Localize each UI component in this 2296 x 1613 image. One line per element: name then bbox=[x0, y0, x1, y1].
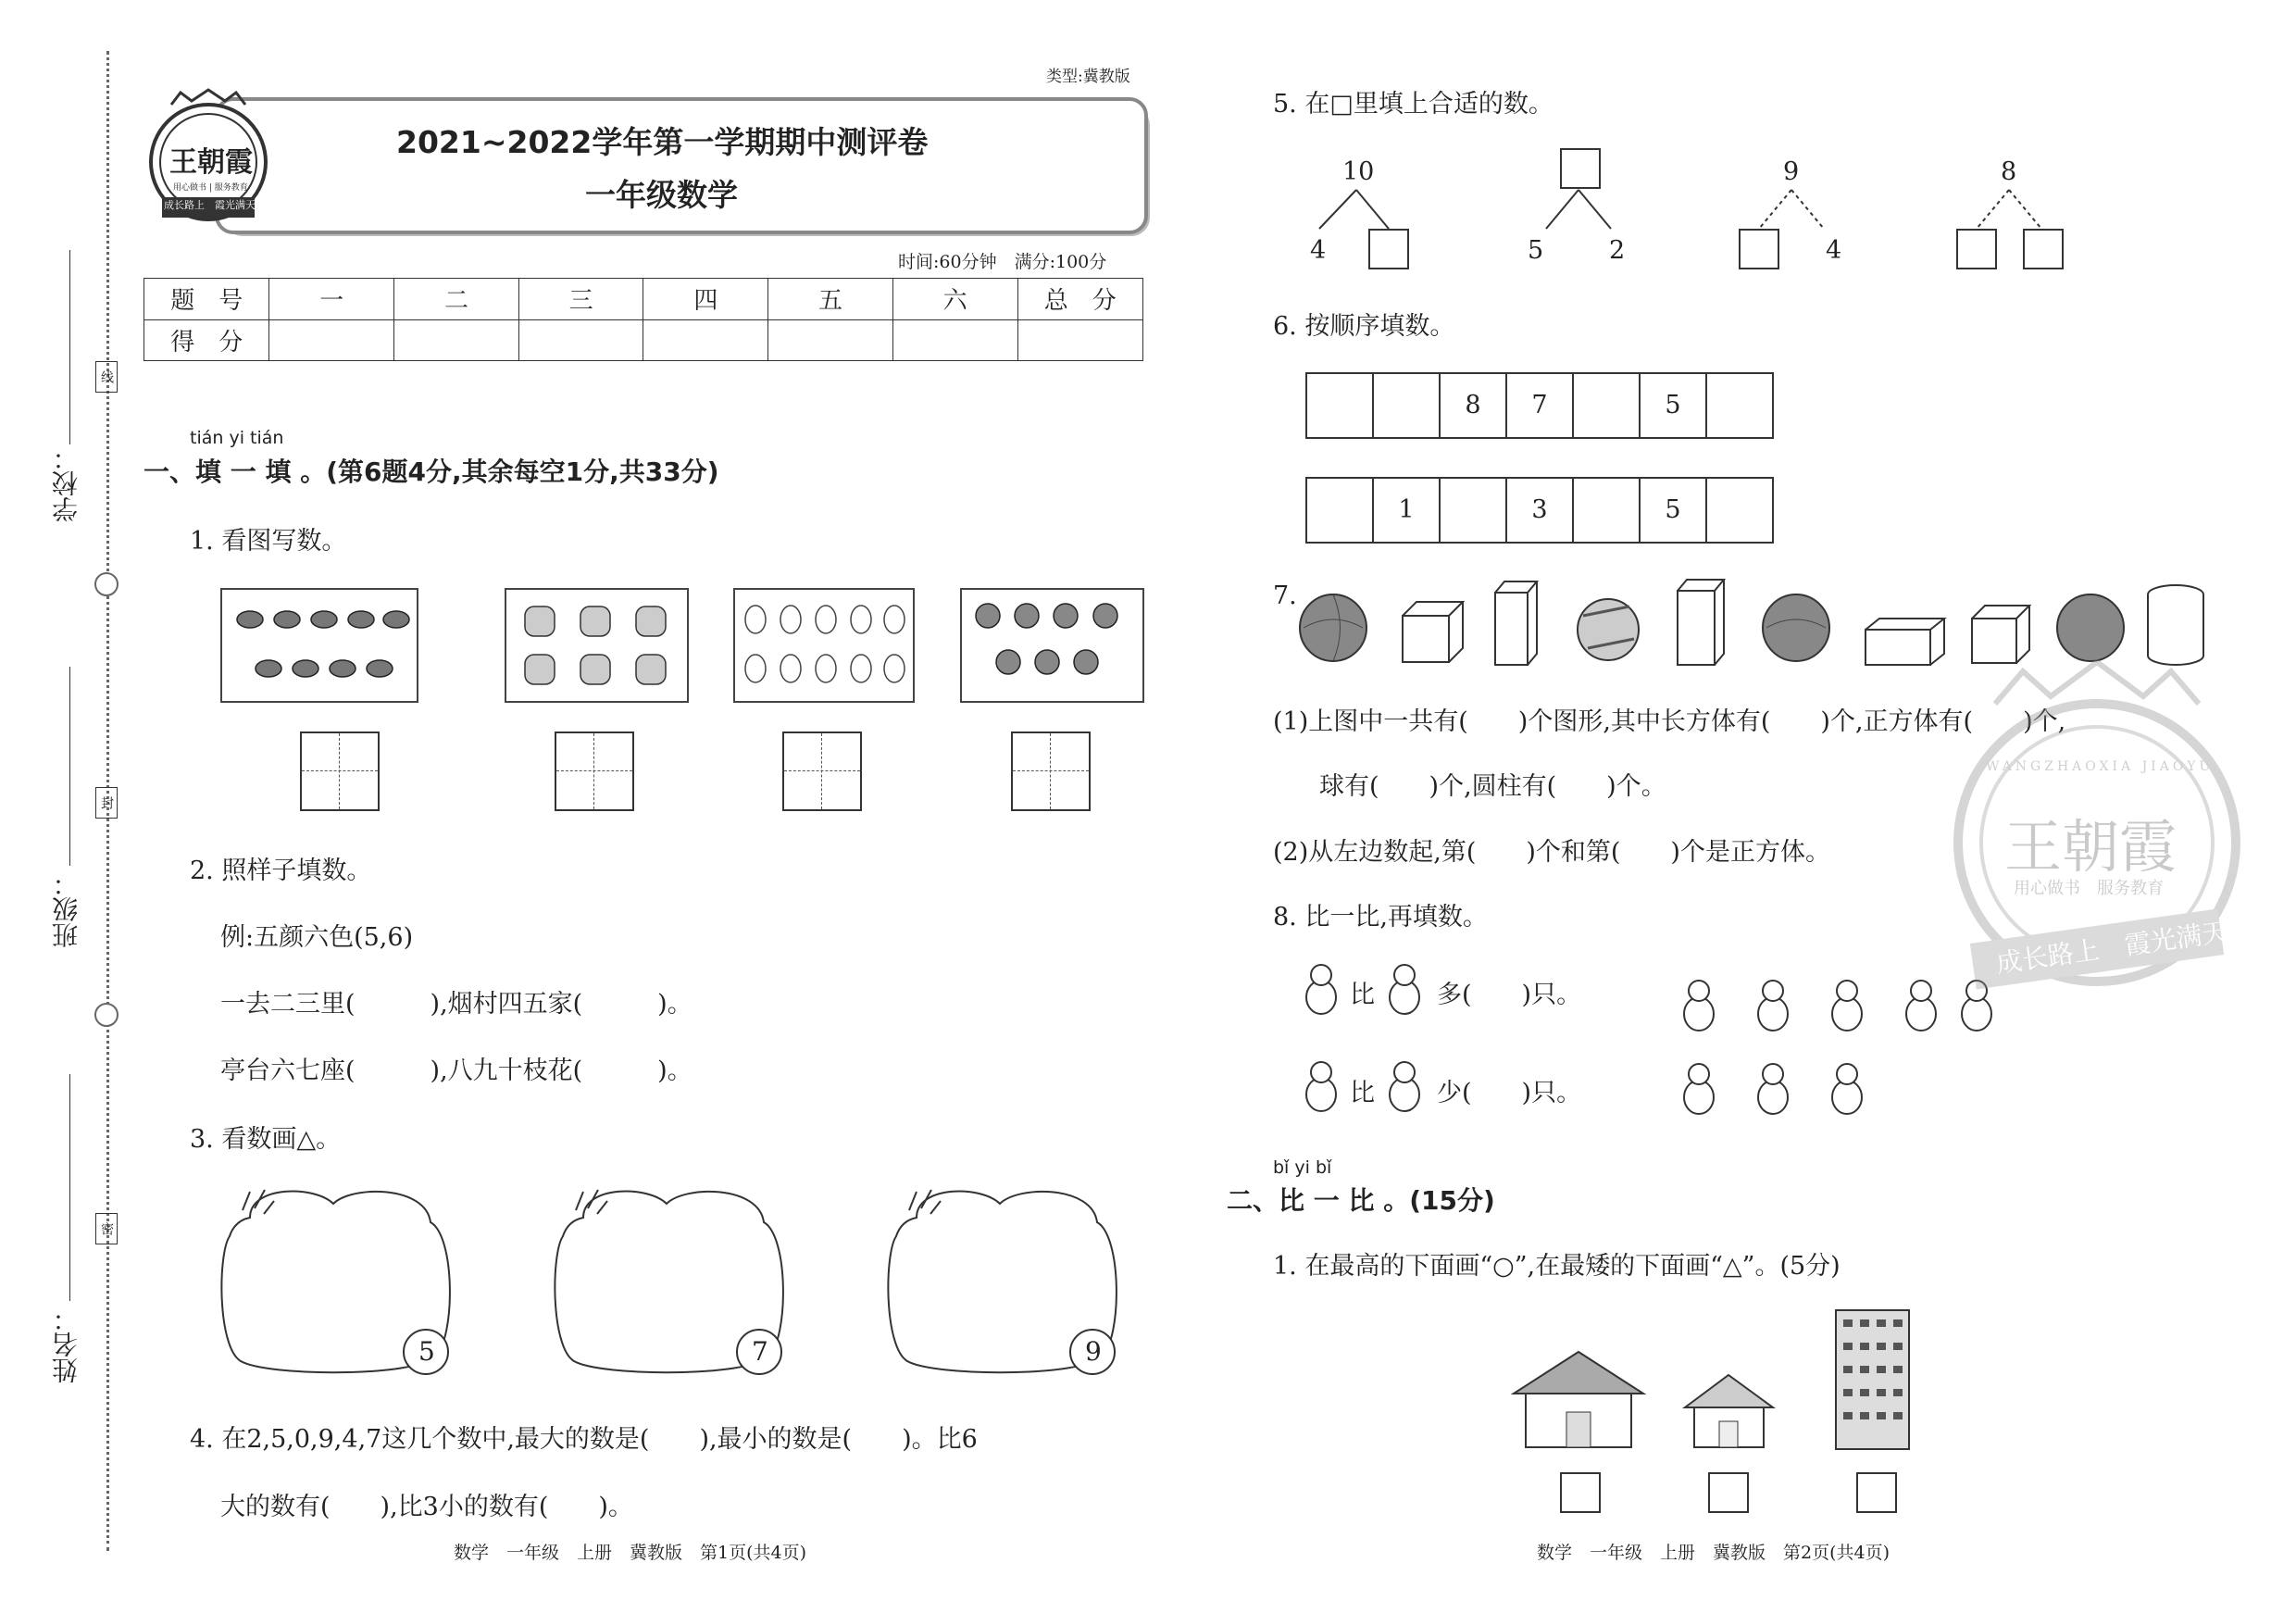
binding-ornament-1 bbox=[94, 572, 119, 596]
building-house-wide bbox=[1509, 1347, 1648, 1449]
score-cell[interactable] bbox=[768, 319, 893, 361]
answer-grid-3[interactable] bbox=[782, 731, 862, 811]
answer-box-house-wide[interactable] bbox=[1560, 1472, 1601, 1513]
cuboid-tall-2 bbox=[1678, 580, 1724, 665]
score-header-cell: 题 号 bbox=[144, 279, 269, 320]
score-cell[interactable] bbox=[518, 319, 643, 361]
section2-pinyin: bǐ yi bǐ bbox=[1273, 1157, 1332, 1178]
chick-icon bbox=[1301, 958, 1342, 1023]
cuboid-flat bbox=[1866, 619, 1944, 665]
name-blank[interactable] bbox=[69, 1074, 70, 1301]
score-header-cell: 六 bbox=[892, 279, 1017, 320]
picture-pears bbox=[733, 588, 915, 703]
binding-mark-feng: 封 bbox=[95, 787, 118, 819]
cloud-number-1: 5 bbox=[418, 1336, 435, 1367]
q8-text: 8. 比一比,再填数。 bbox=[1273, 903, 1488, 932]
seq-cell: 3 bbox=[1507, 479, 1574, 542]
watermark-arc: WANGZHAOXIA JIAOYU bbox=[1986, 759, 2215, 774]
exam-subtitle: 一年级数学 bbox=[585, 177, 738, 213]
class-label: 班级： bbox=[51, 870, 81, 948]
q8-more[interactable]: 多( )只。 bbox=[1437, 981, 1582, 1009]
number-tree-4 bbox=[1940, 153, 2078, 278]
score-header-cell: 五 bbox=[768, 279, 893, 320]
q1-text: 1. 看图写数。 bbox=[190, 527, 347, 556]
exam-title: 2021~2022学年第一学期期中测评卷 bbox=[396, 124, 929, 160]
cloud-area-3[interactable] bbox=[880, 1181, 1129, 1380]
watermark-logo bbox=[1940, 648, 2254, 1019]
section2-heading: 二、比 一 比 。(15分) bbox=[1227, 1185, 1495, 1216]
tree3-right: 4 bbox=[1826, 236, 1842, 265]
s2-q1-text: 1. 在最高的下面画“○”,在最矮的下面画“△”。(5分) bbox=[1273, 1252, 1841, 1281]
watermark-name: 王朝霞 bbox=[2004, 813, 2177, 881]
school-blank[interactable] bbox=[69, 250, 70, 444]
score-cell[interactable] bbox=[269, 319, 394, 361]
cuboid-tall-1 bbox=[1495, 581, 1537, 665]
score-table bbox=[144, 278, 1143, 361]
watermark-ribbon: 成长路上 霞光满天 bbox=[1994, 916, 2230, 980]
q7-line2[interactable]: 球有( )个,圆柱有( )个。 bbox=[1319, 772, 1666, 801]
answer-box-tower[interactable] bbox=[1856, 1472, 1897, 1513]
number-tree-3 bbox=[1722, 153, 1861, 278]
q8-less[interactable]: 少( )只。 bbox=[1437, 1079, 1582, 1107]
picture-fish bbox=[220, 588, 418, 703]
q4-line1[interactable]: 4. 在2,5,0,9,4,7这几个数中,最大的数是( ),最小的数是( )。比6 bbox=[190, 1425, 978, 1454]
q2-example: 例:五颜六色(5,6) bbox=[220, 923, 414, 952]
logo-sub: 用心做书 | 服务教育 bbox=[173, 183, 248, 193]
name-label: 姓名： bbox=[51, 1306, 81, 1383]
q8-bi-1: 比 bbox=[1350, 981, 1375, 1009]
tree1-left: 4 bbox=[1310, 236, 1327, 265]
cube-shape-1 bbox=[1403, 602, 1463, 662]
section1-heading: 一、填 一 填 。(第6题4分,其余每空1分,共33分) bbox=[144, 456, 719, 487]
answer-grid-4[interactable] bbox=[1011, 731, 1091, 811]
answer-box-small-house[interactable] bbox=[1708, 1472, 1749, 1513]
chick-group-three bbox=[1666, 1051, 1889, 1125]
seq-cell[interactable] bbox=[1574, 374, 1641, 437]
tree4-right-box[interactable] bbox=[2023, 229, 2064, 269]
score-header-cell: 一 bbox=[269, 279, 394, 320]
q2-text: 2. 照样子填数。 bbox=[190, 857, 372, 885]
cloud-number-2: 7 bbox=[752, 1336, 768, 1367]
score-cell[interactable] bbox=[1017, 319, 1143, 361]
tree2-right: 2 bbox=[1609, 236, 1626, 265]
seq-cell[interactable] bbox=[1374, 374, 1441, 437]
score-row-label: 得 分 bbox=[144, 319, 269, 361]
seq-cell[interactable] bbox=[1707, 374, 1772, 437]
school-label: 学校： bbox=[51, 444, 81, 522]
section1-pinyin: tián yi tián bbox=[190, 428, 284, 448]
building-tower bbox=[1828, 1306, 1916, 1452]
score-header-cell: 三 bbox=[518, 279, 643, 320]
seq-cell: 7 bbox=[1507, 374, 1574, 437]
q6-text: 6. 按顺序填数。 bbox=[1273, 312, 1455, 341]
q7-line1[interactable]: (1)上图中一共有( )个图形,其中长方体有( )个,正方体有( )个, bbox=[1273, 707, 2066, 736]
ball-shape-2 bbox=[1578, 599, 1639, 660]
chick-icon bbox=[1384, 1056, 1426, 1120]
seq-cell: 5 bbox=[1641, 479, 1707, 542]
ball-shape-3 bbox=[1763, 594, 1829, 661]
tree1-right-box[interactable] bbox=[1368, 229, 1409, 269]
class-blank[interactable] bbox=[69, 667, 70, 866]
binding-ornament-2 bbox=[94, 1003, 119, 1027]
sequence-row-1 bbox=[1305, 372, 1774, 439]
score-header-cell: 二 bbox=[394, 279, 519, 320]
chick-icon bbox=[1301, 1056, 1342, 1120]
score-cell[interactable] bbox=[394, 319, 519, 361]
seq-cell: 5 bbox=[1641, 374, 1707, 437]
seq-cell: 8 bbox=[1441, 374, 1507, 437]
number-tree-2 bbox=[1509, 139, 1648, 278]
answer-grid-1[interactable] bbox=[300, 731, 380, 811]
cloud-area-1[interactable] bbox=[213, 1181, 463, 1380]
footer-right: 数学 一年级 上册 冀教版 第2页(共4页) bbox=[1537, 1543, 1890, 1563]
seq-cell: 1 bbox=[1374, 479, 1441, 542]
seq-cell[interactable] bbox=[1574, 479, 1641, 542]
picture-flowers bbox=[960, 588, 1144, 703]
building-small-house bbox=[1680, 1370, 1778, 1449]
q2-line2[interactable]: 亭台六七座( ),八九十枝花( )。 bbox=[220, 1057, 693, 1085]
sequence-row-2 bbox=[1305, 477, 1774, 544]
tree2-top-box[interactable] bbox=[1560, 148, 1601, 189]
binding-mark-mi: 密 bbox=[95, 1213, 118, 1244]
seq-cell[interactable] bbox=[1307, 374, 1374, 437]
tree2-left: 5 bbox=[1528, 236, 1544, 265]
q7-text: 7. bbox=[1273, 581, 1297, 610]
tree3-left-box[interactable] bbox=[1739, 229, 1779, 269]
q2-line1[interactable]: 一去二三里( ),烟村四五家( )。 bbox=[220, 990, 693, 1019]
q3-text: 3. 看数画△。 bbox=[190, 1125, 342, 1154]
binding-mark-xian: 线 bbox=[95, 361, 118, 393]
cloud-number-3: 9 bbox=[1085, 1336, 1102, 1367]
logo-ribbon: 成长路上 霞光满天 bbox=[164, 199, 256, 211]
time-score: 时间:60分钟 满分:100分 bbox=[898, 252, 1107, 272]
cloud-area-2[interactable] bbox=[546, 1181, 796, 1380]
score-cell[interactable] bbox=[892, 319, 1017, 361]
tree1-top: 10 bbox=[1342, 157, 1375, 186]
picture-cups bbox=[505, 588, 689, 703]
tree4-left-box[interactable] bbox=[1956, 229, 1997, 269]
footer-left: 数学 一年级 上册 冀教版 第1页(共4页) bbox=[454, 1543, 807, 1563]
score-cell[interactable] bbox=[643, 319, 768, 361]
seq-cell[interactable] bbox=[1307, 479, 1374, 542]
score-header-cell: 四 bbox=[643, 279, 768, 320]
tree3-top: 9 bbox=[1783, 157, 1800, 186]
watermark-sub: 用心做书 服务教育 bbox=[2014, 879, 2164, 898]
q8-bi-2: 比 bbox=[1350, 1079, 1375, 1107]
number-tree-1 bbox=[1296, 153, 1435, 278]
type-label: 类型:冀教版 bbox=[1046, 68, 1130, 86]
answer-grid-2[interactable] bbox=[555, 731, 634, 811]
q5-text: 5. 在□里填上合适的数。 bbox=[1273, 90, 1554, 119]
seq-cell[interactable] bbox=[1441, 479, 1507, 542]
q7-line3[interactable]: (2)从左边数起,第( )个和第( )个是正方体。 bbox=[1273, 838, 1830, 867]
logo-name: 王朝霞 bbox=[169, 146, 253, 179]
chick-icon bbox=[1384, 958, 1426, 1023]
tree4-top: 8 bbox=[2001, 157, 2017, 186]
brand-logo bbox=[144, 88, 273, 236]
q4-line2[interactable]: 大的数有( ),比3小的数有( )。 bbox=[220, 1493, 633, 1521]
seq-cell[interactable] bbox=[1707, 479, 1772, 542]
score-header-cell: 总 分 bbox=[1017, 279, 1143, 320]
ball-shape-1 bbox=[1300, 594, 1366, 661]
